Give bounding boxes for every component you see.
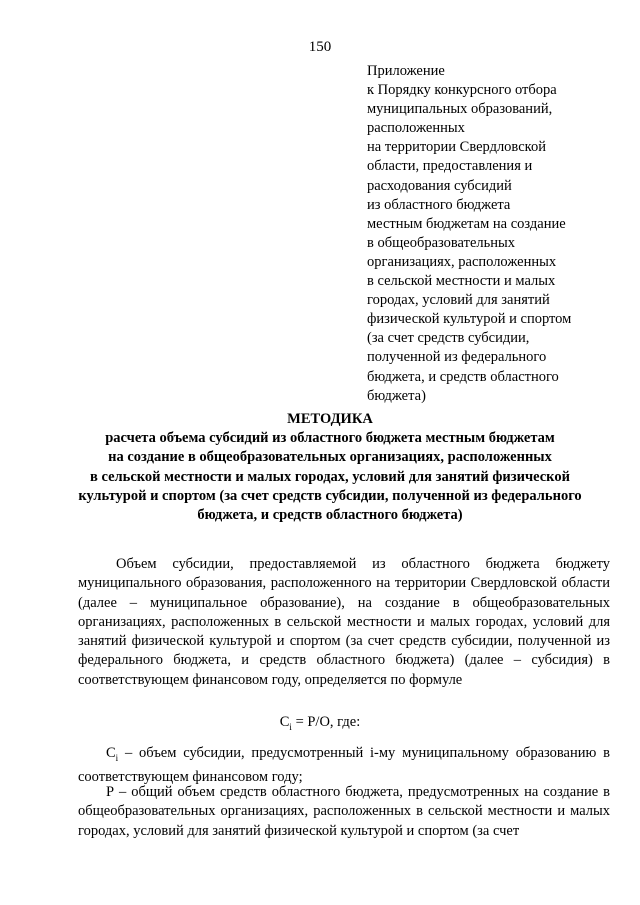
title-subtitle-line: расчета объема субсидий из областного бюджета местным бюджетам [105,430,555,447]
appendix-line: (за счет средств субсидии, [367,330,530,347]
title-heading: МЕТОДИКА [287,411,373,427]
appendix-line: в сельской местности и малых [367,273,556,290]
title-subtitle-line: бюджета, и средств областного бюджета) [197,507,463,524]
paragraph-subsidy-volume: Объем субсидии, предоставляемой из областного бюджета бюджету муниципального образования, расположенного на территории Свердловской области (далее – муниципальное образование), на создание в общеобразовательных организациях, расположенных в сельской местности и малых городах, условий для занятий физической культурой и спортом (за счет средств субсидии, полученной из федерального бюджета, и средств областного бюджета) (далее – субсидия) в соответствующем финансовом году, определяется по формуле [78,556,610,688]
appendix-line: в общеобразовательных [367,234,515,251]
appendix-line: расположенных [367,120,465,137]
appendix-line: организациях, расположенных [367,253,557,270]
title-subtitle-line: на создание в общеобразовательных организациях, расположенных [108,449,552,466]
formula-rhs: = Р/О, где: [291,714,361,730]
appendix-line: области, предоставления и [367,158,533,175]
appendix-line: физической культурой и спортом [367,311,572,328]
formula [0,713,640,737]
appendix-line: из областного бюджета [367,196,511,213]
appendix-line: полученной из федерального [367,349,547,366]
paragraph-p-definition: Р – общий объем средств областного бюджета, предусмотренных на создание в общеобразовательных организациях, расположенных в сельской местности и малых городах, условий для занятий физической культурой и спортом (за счет [78,784,610,839]
appendix-line: бюджета, и средств областного [367,368,559,385]
ci-symbol: С [106,745,116,761]
appendix-line: местным бюджетам на создание [367,215,566,232]
formula-subscript: i [289,721,292,732]
appendix-block [367,62,617,406]
appendix-line: Приложение [367,63,445,79]
appendix-line: муниципальных образований, [367,101,553,118]
title-subtitle-line: культурой и спортом (за счет средств субсидии, полученной из федерального [78,487,582,504]
appendix-line: на территории Свердловской [367,139,546,156]
ci-text: – объем субсидии, предусмотренный i-му муниципальному образованию в соответствующем финансовом году; [78,745,610,786]
appendix-line: к Порядку конкурсного отбора [367,82,557,99]
appendix-line: городах, условий для занятий [367,292,550,309]
ci-subscript: i [115,752,119,763]
document-title [60,410,600,525]
appendix-line: расходования субсидий [367,177,512,194]
paragraph-ci-definition [78,744,610,787]
appendix-line: бюджета) [367,387,426,404]
formula-lhs: С [279,714,290,730]
page-number: 150 [308,39,332,55]
title-subtitle-line: в сельской местности и малых городах, условий для занятий физической [90,468,570,485]
